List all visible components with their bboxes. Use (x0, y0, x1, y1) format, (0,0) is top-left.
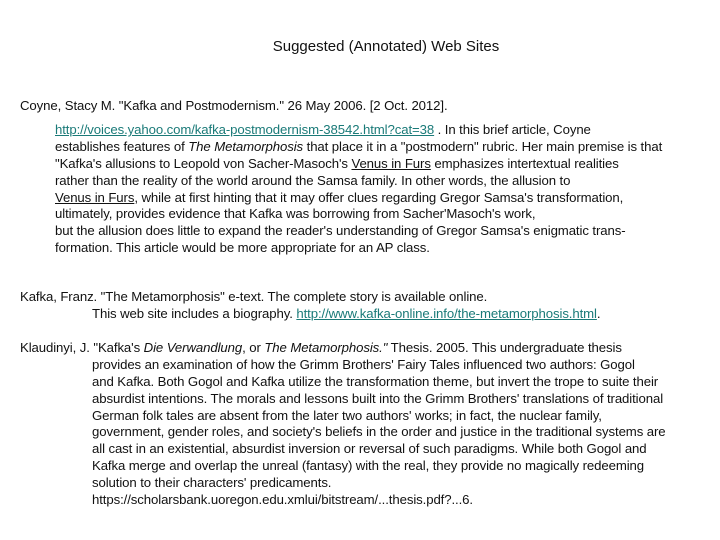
citation-link[interactable]: http://www.kafka-online.info/the-metamorphosis.html (296, 306, 597, 321)
text-segment: rather than the reality of the world around the Samsa family. In other words, the allusion to (55, 173, 571, 188)
italic-title: The Metamorphosis (188, 139, 304, 154)
text-segment: ultimately, provides evidence that Kafka was borrowing from Sacher'Masoch's work, (55, 206, 536, 221)
page-title: Suggested (Annotated) Web Sites (272, 38, 500, 55)
text-segment: and Kafka. Both Gogol and Kafka utilize the transformation theme, but invert the trope to suite their (92, 374, 659, 389)
text-line (92, 424, 666, 440)
text-segment: absurdist intentions. The morals and lessons built into the Grimm Brothers' translations of traditional (92, 391, 664, 406)
text-line (55, 240, 430, 256)
text-segment: Klaudinyi, J. "Kafka's (20, 340, 144, 355)
text-line (55, 156, 619, 172)
text-segment: solution to their characters' predicaments. (92, 475, 332, 490)
underlined-title: Venus in Furs (55, 190, 135, 205)
text-line (92, 408, 602, 424)
text-segment: . (596, 306, 601, 321)
text-segment: "Kafka's allusions to Leopold von Sacher-Masoch's (55, 156, 352, 171)
text-line (55, 139, 662, 155)
text-line (55, 206, 535, 222)
text-segment: emphasizes intertextual realities (430, 156, 619, 171)
text-line (92, 306, 600, 322)
text-line (92, 357, 635, 373)
text-line (55, 223, 626, 239)
text-line (92, 391, 663, 407)
text-segment: formation. This article would be more appropriate for an AP class. (55, 240, 430, 255)
text-line (55, 122, 591, 138)
text-line (92, 441, 647, 457)
text-segment: establishes features of (55, 139, 189, 154)
text-segment: . In this brief article, Coyne (434, 122, 591, 137)
text-line (20, 289, 487, 305)
text-segment: provides an examination of how the Grimm Brothers' Fairy Tales influenced two authors: Gogol (92, 357, 635, 372)
text-segment: , while at first hinting that it may offer clues regarding Gregor Samsa's transformation, (134, 190, 624, 205)
text-line (92, 458, 644, 474)
text-line (92, 475, 331, 491)
text-line (55, 173, 570, 189)
text-line (20, 98, 448, 114)
text-segment: , or (242, 340, 265, 355)
text-line (20, 340, 622, 356)
text-segment: Kafka merge and overlap the unreal (fantasy) with the real, they provide no magically redeeming (92, 458, 645, 473)
text-segment: https://scholarsbank.uoregon.edu.xmlui/bitstream/...thesis.pdf?...6. (92, 492, 473, 507)
text-segment: that place it in a "postmodern" rubric. Her main premise is that (303, 139, 663, 154)
underlined-title: Venus in Furs (351, 156, 431, 171)
text-segment: Thesis. 2005. This undergraduate thesis (387, 340, 622, 355)
italic-title: The Metamorphosis." (264, 340, 388, 355)
text-line (55, 190, 623, 206)
text-segment: German folk tales are absent from the later two authors' works; in fact, the nuclear family, (92, 408, 602, 423)
text-segment: all cast in an existential, absurdist inversion or reversal of such paradigms. While both Gogol and (92, 441, 647, 456)
text-line (92, 492, 473, 508)
text-line (92, 374, 658, 390)
text-segment: Coyne, Stacy M. "Kafka and Postmodernism." 26 May 2006. [2 Oct. 2012]. (20, 98, 448, 113)
text-segment: but the allusion does little to expand the reader's understanding of Gregor Samsa's enigmatic trans- (55, 223, 626, 238)
text-segment: Kafka, Franz. "The Metamorphosis" e-text. The complete story is available online. (20, 289, 488, 304)
italic-title: Die Verwandlung (143, 340, 243, 355)
text-segment: government, gender roles, and society's beliefs in the order and justice in the traditional systems are (92, 424, 666, 439)
text-segment: This web site includes a biography. (92, 306, 297, 321)
citation-link[interactable]: http://voices.yahoo.com/kafka-postmodernism-38542.html?cat=38 (55, 122, 435, 137)
